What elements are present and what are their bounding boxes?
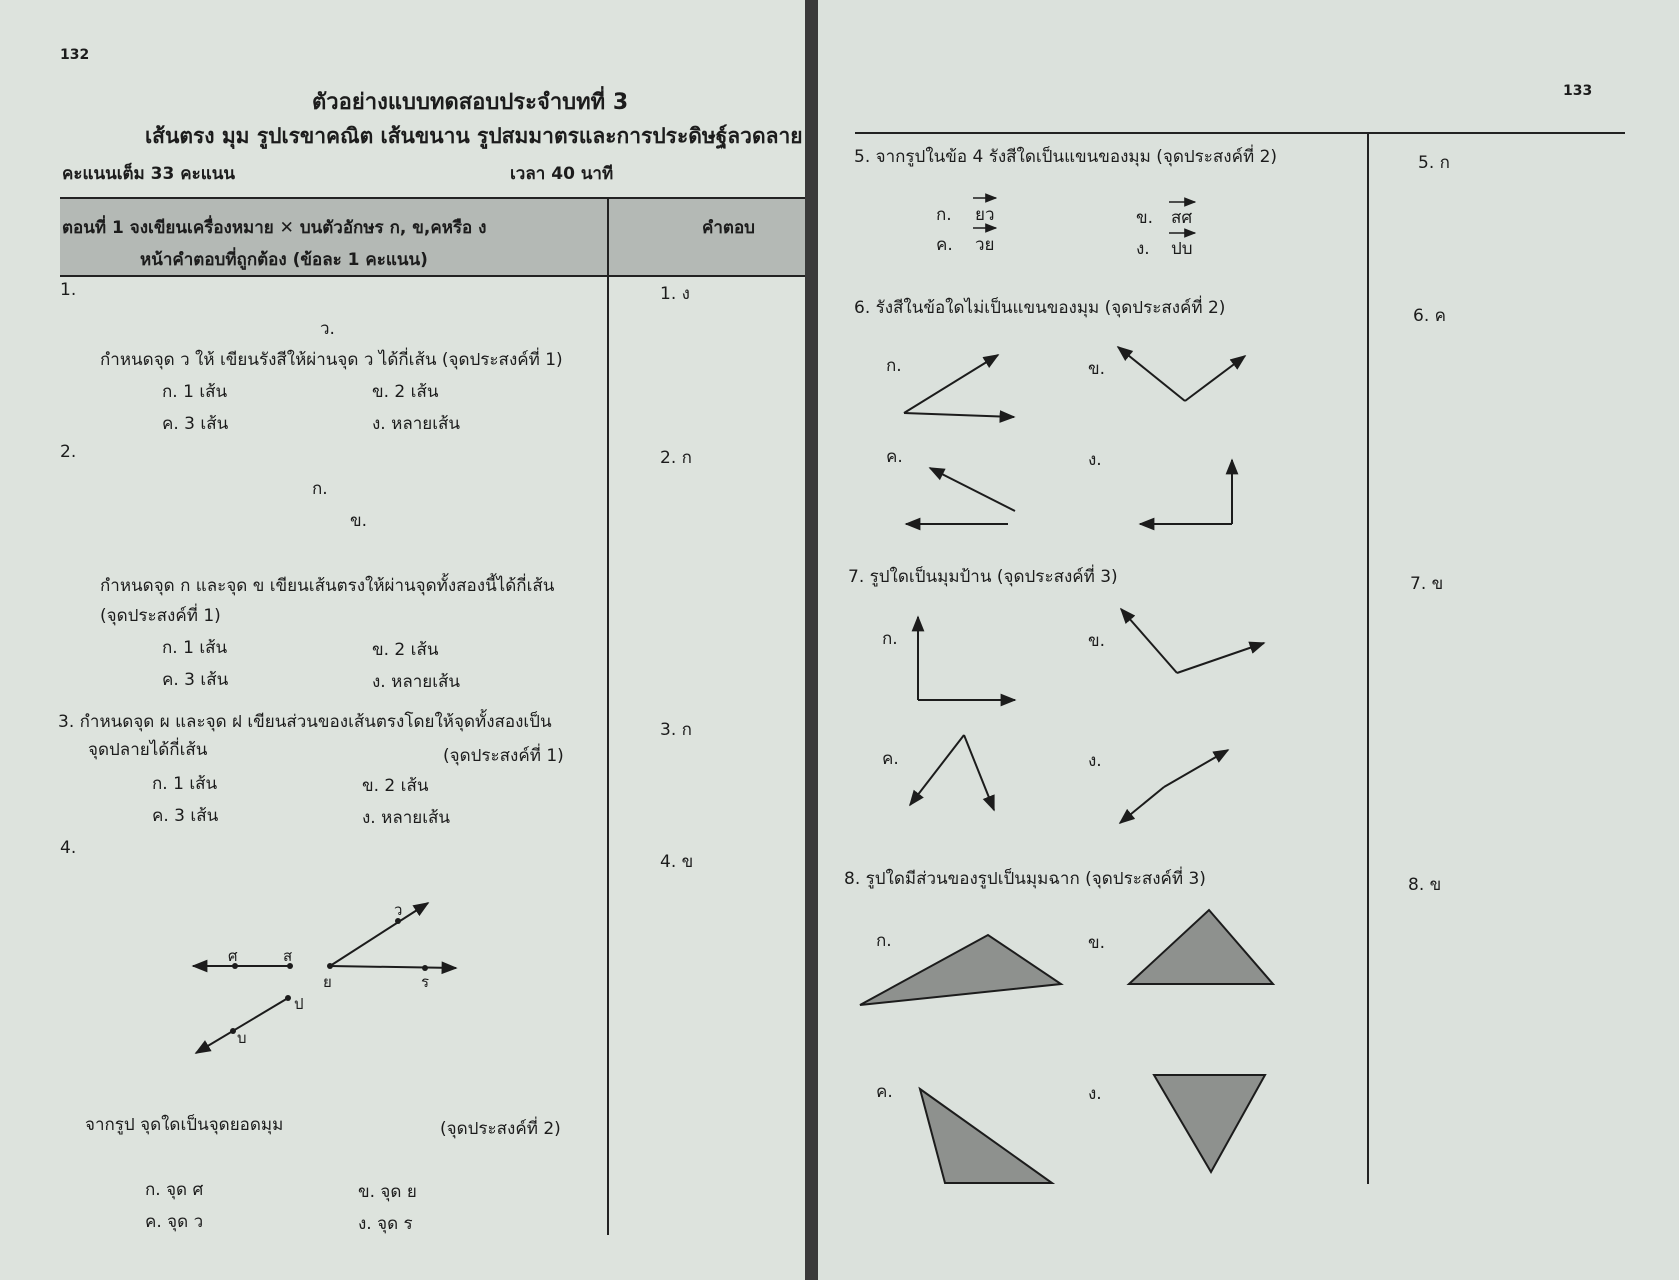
q5-answer: 5. ก [1418,153,1450,173]
q6-figure-a [904,355,1014,417]
time-limit: เวลา 40 นาที [510,164,614,184]
label-bo: บ [237,1029,247,1047]
q6-figure-b [1118,347,1245,401]
q3-choice-d[interactable]: ง. หลายเส้น [362,808,451,828]
q4-ray-figure [0,0,805,1280]
q6-choice-d[interactable]: ง. [1088,450,1102,470]
ray-yo-ro [330,966,456,968]
right-figures [818,0,1679,1280]
q6-answer: 6. ค [1413,306,1446,326]
label-wo: ว [394,901,403,919]
q2-choice-d[interactable]: ง. หลายเส้น [372,672,461,692]
answer-column-header: คำตอบ [702,218,755,238]
q8-triangle-d [1154,1075,1265,1172]
q4-choice-a[interactable]: ก. จุด ศ [145,1180,204,1200]
q5-text: 5. จากรูปในข้อ 4 รังสีใดเป็นแขนของมุม (จุดประสงค์ที่ 2) [854,147,1278,167]
q2-text: กำหนดจุด ก และจุด ข เขียนเส้นตรงให้ผ่านจุดทั้งสองนี้ได้กี่เส้น [100,576,555,596]
q5-choice-a-prefix[interactable]: ก. [936,205,952,225]
q7-text: 7. รูปใดเป็นมุมป้าน (จุดประสงค์ที่ 3) [848,567,1118,587]
q7-choice-c[interactable]: ค. [882,749,899,769]
label-po: ป [294,995,304,1013]
q5-choice-d-ray[interactable]: ปบ [1171,239,1193,259]
page-number: 133 [1563,83,1593,99]
q5-choice-c-prefix[interactable]: ค. [936,235,953,255]
section-header-line1: ตอนที่ 1 จงเขียนเครื่องหมาย ✕ บนตัวอักษร ก, ข,คหรือ ง [62,218,487,238]
section-header-line2: หน้าคำตอบที่ถูกต้อง (ข้อละ 1 คะแนน) [140,250,428,270]
q1-choice-c[interactable]: ค. 3 เส้น [162,414,229,434]
book-gutter [805,0,818,1280]
q1-choice-b[interactable]: ข. 2 เส้น [372,382,439,402]
test-title: ตัวอย่างแบบทดสอบประจำบทที่ 3 [312,90,629,115]
q2-choice-c[interactable]: ค. 3 เส้น [162,670,229,690]
q8-answer: 8. ข [1408,875,1442,895]
q3-choice-b[interactable]: ข. 2 เส้น [362,776,429,796]
q3-objective: (จุดประสงค์ที่ 1) [443,746,564,766]
label-yo: ย [323,973,332,991]
q8-triangle-b [1129,910,1273,984]
q4-text: จากรูป จุดใดเป็นจุดยอดมุม [85,1115,284,1135]
q6-choice-a[interactable]: ก. [886,356,902,376]
q6-figure-c [906,468,1015,524]
page-number: 132 [60,47,90,63]
q8-choice-a[interactable]: ก. [876,931,892,951]
q5-choice-a-ray[interactable]: ยว [975,205,995,225]
q7-figure-c [910,735,994,810]
q1-number: 1. [60,280,77,300]
q7-choice-b[interactable]: ข. [1088,631,1106,651]
q6-figure-d [1140,460,1232,524]
q4-answer: 4. ข [660,852,694,872]
point-yo [327,963,333,969]
q7-figure-b [1121,609,1264,673]
right-page [818,0,1679,1280]
q1-choice-a[interactable]: ก. 1 เส้น [162,382,228,402]
q3-text: 3. กำหนดจุด ผ และจุด ฝ เขียนส่วนของเส้นตรงโดยให้จุดทั้งสองเป็น [58,712,552,732]
q2-choice-a[interactable]: ก. 1 เส้น [162,638,228,658]
test-subtitle: เส้นตรง มุม รูปเรขาคณิต เส้นขนาน รูปสมมาตรและการประดิษฐ์ลวดลาย [145,124,803,148]
label-sho: ศ [228,947,238,965]
q6-choice-c[interactable]: ค. [886,447,903,467]
q8-choice-c[interactable]: ค. [876,1082,893,1102]
q1-answer: 1. ง [660,284,690,304]
left-page [0,0,805,1280]
q5-ray-arrows [973,198,1195,233]
q7-answer: 7. ข [1410,574,1444,594]
q4-objective: (จุดประสงค์ที่ 2) [440,1119,561,1139]
q1-choice-d[interactable]: ง. หลายเส้น [372,414,461,434]
label-so: ส [283,947,293,965]
q2-number: 2. [60,442,77,462]
q2-point2: ข. [350,511,368,531]
q2-text2: (จุดประสงค์ที่ 1) [100,606,221,626]
q3-choice-c[interactable]: ค. 3 เส้น [152,806,219,826]
q3-text2: จุดปลายได้กี่เส้น [88,740,208,760]
q4-number: 4. [60,838,77,858]
q2-answer: 2. ก [660,448,692,468]
point-bo [230,1028,236,1034]
q4-choice-b[interactable]: ข. จุด ย [358,1182,417,1202]
ray-yo-wo [330,903,428,966]
q5-choice-b-prefix[interactable]: ข. [1136,208,1154,228]
q5-choice-d-prefix[interactable]: ง. [1136,239,1150,259]
label-ro: ร [421,973,430,991]
q6-text: 6. รังสีในข้อใดไม่เป็นแขนของมุม (จุดประสงค์ที่ 2) [854,298,1226,318]
q8-triangle-c [920,1089,1052,1183]
q7-figure-a [918,617,1015,700]
q5-choice-b-ray[interactable]: สศ [1171,208,1193,228]
q1-text: กำหนดจุด ว ให้ เขียนรังสีให้ผ่านจุด ว ได้กี่เส้น (จุดประสงค์ที่ 1) [100,350,563,370]
q8-text: 8. รูปใดมีส่วนของรูปเป็นมุมฉาก (จุดประสงค์ที่ 3) [844,869,1206,889]
q4-choice-d[interactable]: ง. จุด ร [358,1214,413,1234]
full-score: คะแนนเต็ม 33 คะแนน [62,164,235,184]
q8-triangle-a [860,935,1061,1005]
q2-point1: ก. [312,479,328,499]
q1-point-label: ว. [320,319,335,339]
q5-choice-c-ray[interactable]: วย [975,235,995,255]
q6-choice-b[interactable]: ข. [1088,359,1106,379]
q7-figure-d [1120,750,1228,823]
q8-choice-b[interactable]: ข. [1088,933,1106,953]
q7-choice-d[interactable]: ง. [1088,751,1102,771]
q7-choice-a[interactable]: ก. [882,629,898,649]
q2-choice-b[interactable]: ข. 2 เส้น [372,640,439,660]
point-po [285,995,291,1001]
q8-choice-d[interactable]: ง. [1088,1084,1102,1104]
q3-choice-a[interactable]: ก. 1 เส้น [152,774,218,794]
q3-answer: 3. ก [660,720,692,740]
q4-choice-c[interactable]: ค. จุด ว [145,1212,204,1232]
